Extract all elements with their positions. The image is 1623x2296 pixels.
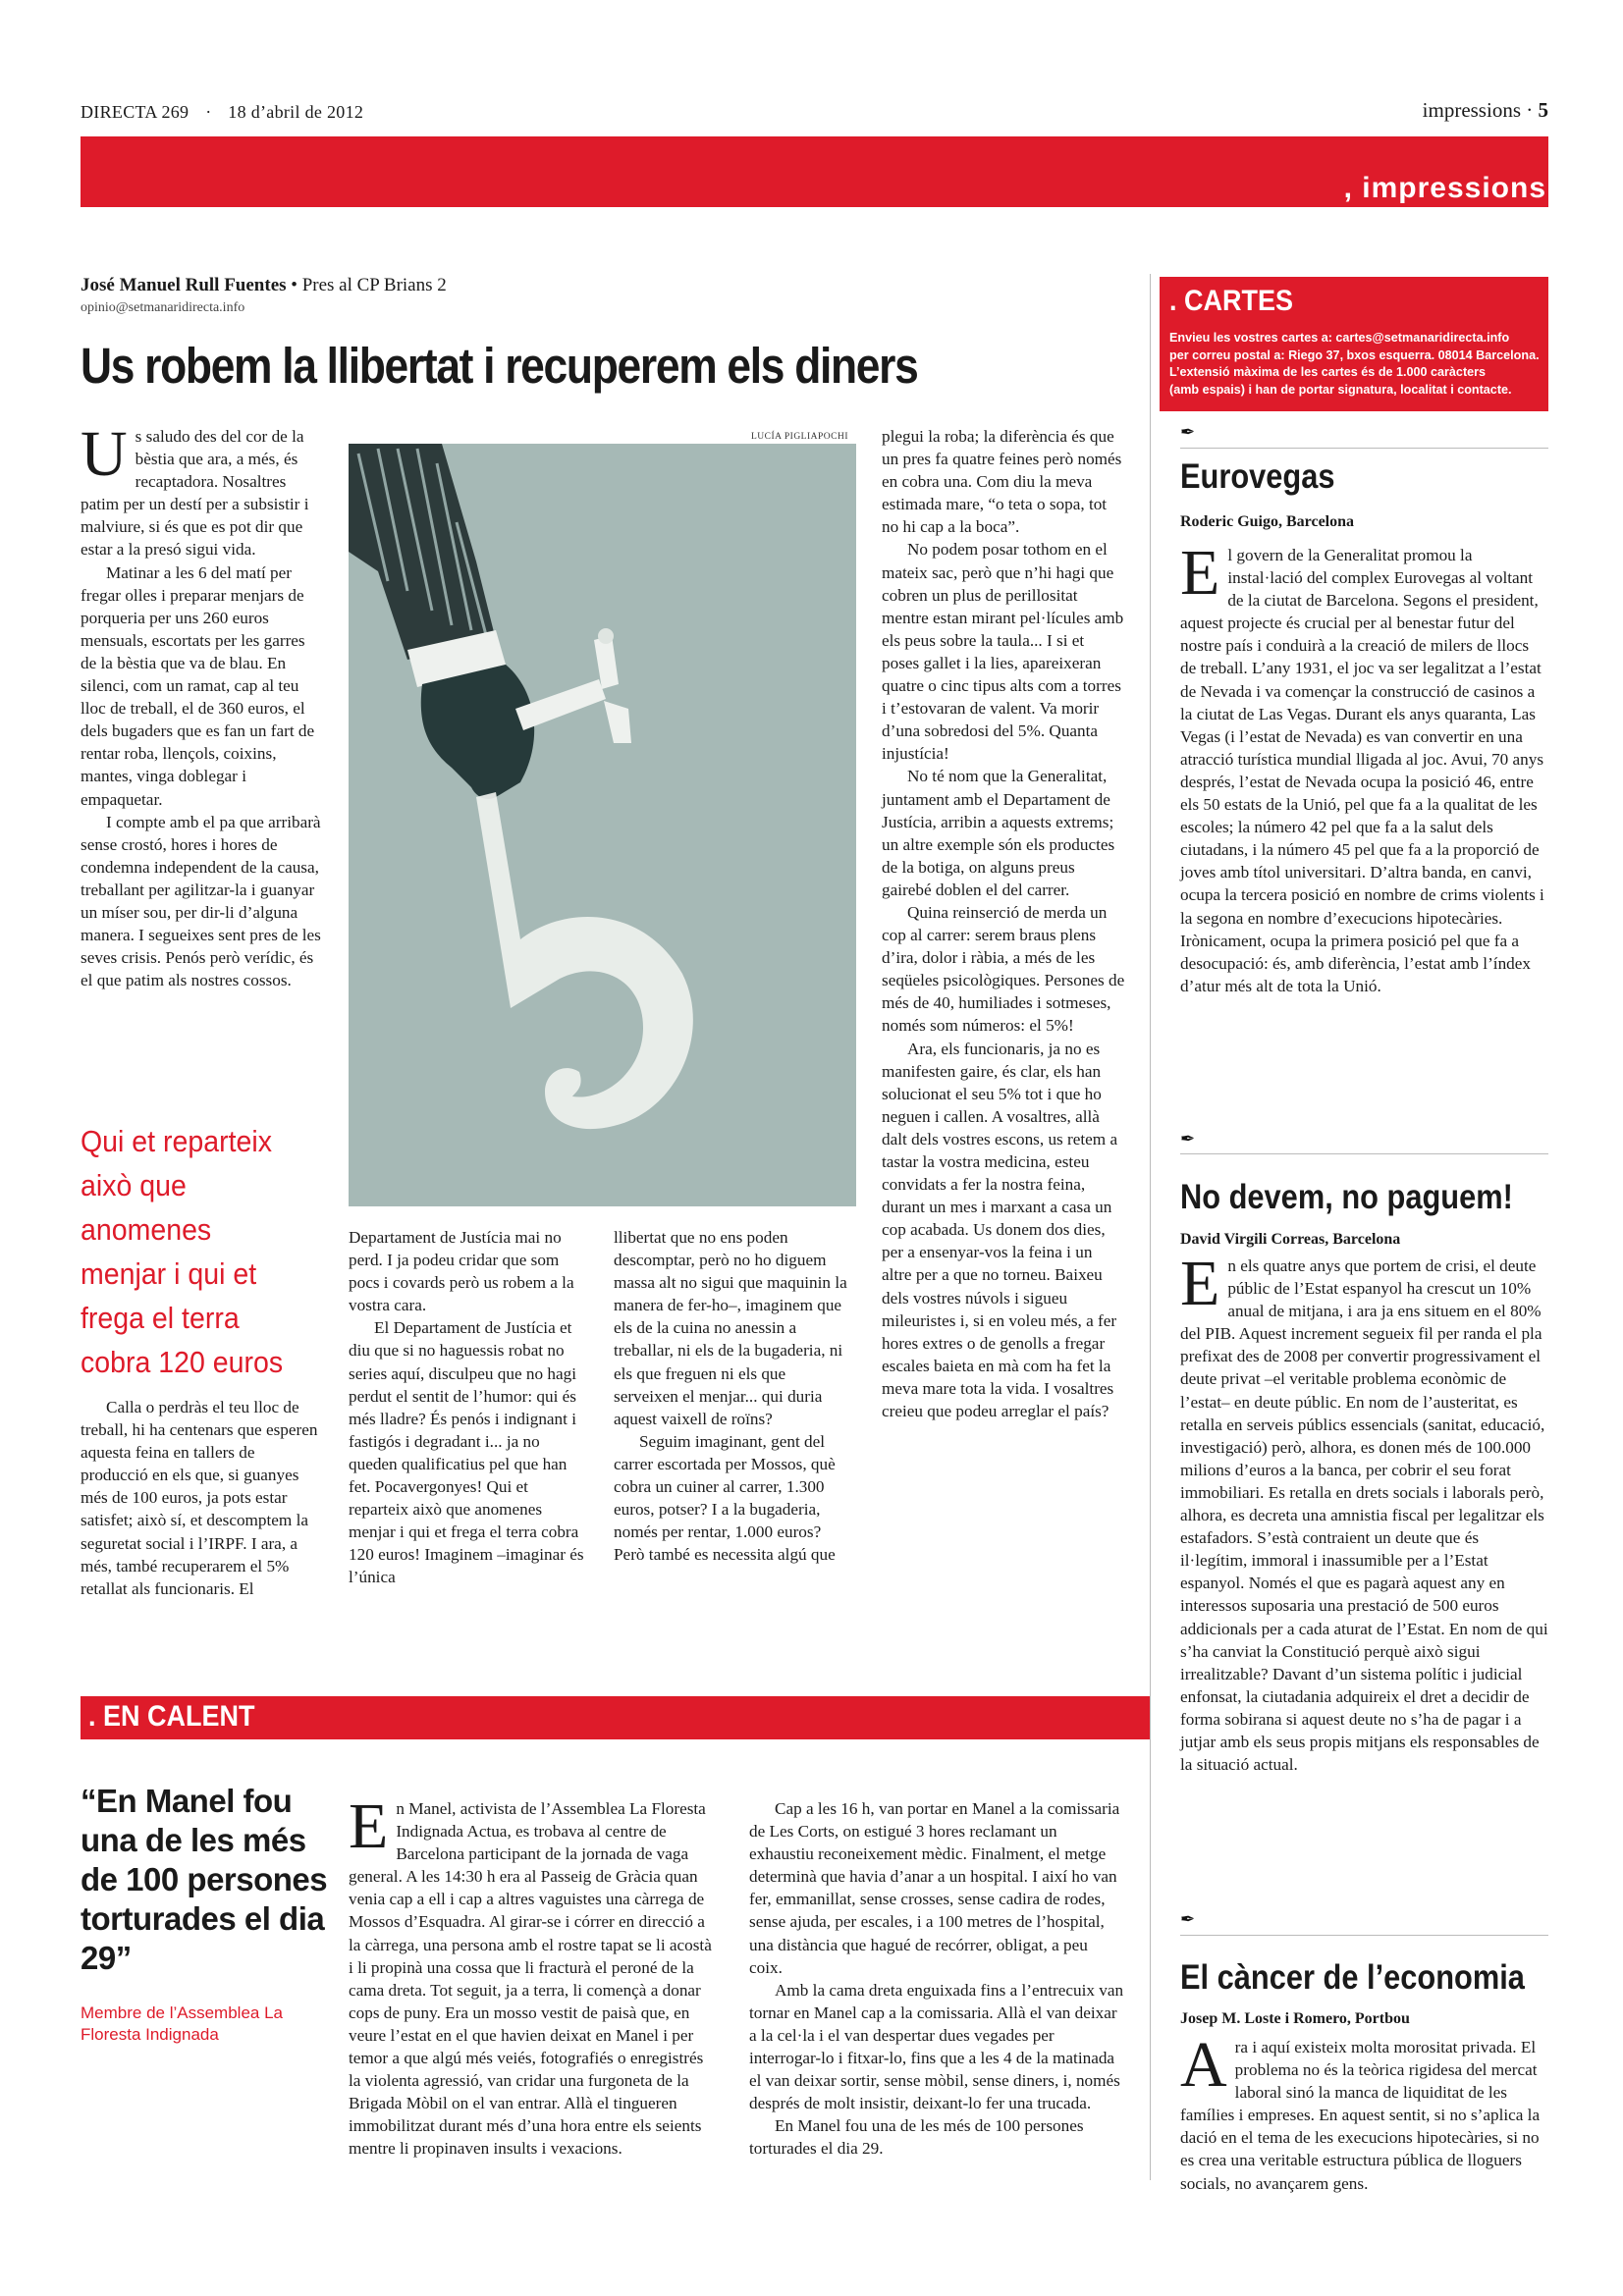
article-paragraph: Seguim imaginant, gent del carrer escortada per Mossos, què cobra un cuiner al carrer, 1.300 euros, potser? I a la bugaderia, només per rentar, 1.000 euros? Però també es necessita algú que — [614, 1431, 836, 1565]
article-column-1 — [81, 418, 324, 991]
article-dropcap: U — [81, 418, 128, 490]
en-calent-title: . EN CALENT — [88, 1700, 255, 1733]
en-calent-paragraph: n Manel, activista de l’Assemblea La Floresta Indignada Actua, es trobava al centre de Barcelona participant de la jornada de vaga general. A les 14:30 h era al Passeig de Gràcia quan venia cap a ell i cap a altres vaguistes una càrrega de Mossos d’Esquadra. Al girar-se i córrer en direcció a la càrrega, una persona amb el rostre tapat se li acostà i li propinà una cossa que li fracturà el peroné de la cama dreta. Tot seguit, ja a terra, li començà a donar cops de puny. Era un mosso vestit de paisà que, en veure l’estat en el que havien deixat en Manel i per temor a que algú més veiés, fotografiés o enregistrés la violenta agressió, van cridar una furgoneta de la Brigada Mòbil on el van entrar. Allà el tingueren immobilitzat durant més d’una hora entre els seients mentre li propinaven insults i vexacions. — [349, 1799, 712, 2159]
issue-label: DIRECTA 269 — [81, 102, 189, 122]
en-calent-dropcap: E — [349, 1790, 389, 1862]
article-paragraph: plegui la roba; la diferència és que un pres fa quatre feines però només en cobra una. Com diu la meva estimada mare, “o teta o sopa, tot no hi cap a la boca”. — [882, 427, 1122, 537]
page-separator: · — [1526, 98, 1534, 122]
article-paragraph: El Departament de Justícia et diu que si no haguessis robat no series aquí, disculpeu que no hagi perdut el sentit de l’humor: qui és més lladre? És penós i indignant i fastigós i degradant i... ja no queden qualificatius pel que han fet. Pocavergonyes! Qui et reparteix això que anomenes menjar i qui et frega el terra cobra 120 euros! Imaginem –imaginar és l’única — [349, 1318, 584, 1587]
article-column-3 — [614, 1226, 854, 1566]
pen-icon: ✒ — [1180, 422, 1196, 443]
illustration — [349, 444, 856, 1206]
letter-title: El càncer de l’economia — [1180, 1958, 1525, 1997]
letter-title: Eurovegas — [1180, 457, 1335, 496]
article-paragraph: I compte amb el pa que arribarà sense crostó, hores i hores de condemna independent de la causa, treballant per agilitzar-la i guanyar un míser sou, per dir-li d’alguna manera. I segueixes sent pres de les seves crisis. Penós però verídic, és el que patim als nostres cossos. — [81, 812, 321, 990]
article-paragraph: Quina reinserció de merda un cop al carrer: serem braus plens d’ira, dolor i ràbia, a més de les seqüeles psicològiques. Persones de més de 40, humiliades i sotmeses, només som números: el 5%! — [882, 902, 1125, 1036]
en-calent-paragraph: Amb la cama dreta enguixada fins a l’entrecuix van tornar en Manel cap a la comissaria. Allà el van deixar a la cel·la i el van despertar dues vegades per interrogar-lo i fitxar-lo, fins que a les 4 de la matinada el van deixar sortir, sense mòbil, sense diners, i, només després de molt insistir, deixant-lo fer una trucada. — [749, 1980, 1124, 2113]
en-calent-banner — [81, 1696, 1150, 1739]
section-label: impressions — [1422, 98, 1521, 122]
en-calent-column-2 — [749, 1797, 1124, 2161]
article-column-4 — [882, 425, 1125, 1422]
article-column-2 — [349, 1226, 584, 1589]
letter-author: Roderic Guigo, Barcelona — [1180, 513, 1355, 530]
cartes-box — [1160, 277, 1548, 411]
article-paragraph: No podem posar tothom en el mateix sac, però que n’hi hagi que cobren un plus de perillositat mentre estan mirant pel·lícules amb els peus sobre la taula... I si et poses gallet i la lies, apareixeran quatre o cinc tipus alts com a torres i t’estovaran de valent. Va morir d’una sobredosi del 5%. Quanta injustícia! — [882, 540, 1124, 764]
en-calent-attribution: Membre de l’Assemblea La Floresta Indignada — [81, 2003, 283, 2044]
en-calent-column-1 — [349, 1790, 712, 2161]
hand — [421, 665, 534, 799]
column-divider — [1150, 274, 1151, 2180]
article-paragraph: Calla o perdràs el teu lloc de treball, hi ha centenars que esperen aquesta feina en tallers de producció en els que, si guanyes més de 100 euros, ja pots estar satisfet; això sí, et descomptem la seguretat social i l’IRPF. I ara, a més, també recuperarem el 5% retallat als funcionaris. El — [81, 1398, 318, 1598]
cartes-info-line: L’extensió màxima de les cartes és de 1.000 caràcters — [1169, 365, 1487, 380]
header-issue-date — [81, 102, 363, 123]
page-number: 5 — [1538, 98, 1548, 122]
article-paragraph: Ara, els funcionaris, ja no es manifesten gaire, és clar, els han solucionat el seu 5% tot i que ho neguen i callen. A vosaltres, allà dalt dels vostres escons, us retem a tastar la vostra medicina, esteu convidats a fer la nostra feina, durant un mes i marxant a casa un cop acabada. Us donem dos dies, per a ensenyar-vos la feina i un altre per a que no torneu. Baixeu dels vostres núvols i sigueu mileuristes i, si en voleu més, a fer hores extres o de genolls a fregar escales baieta en mà com ha fet la meva mare tota la vida. I vosaltres creieu que podeu arreglar el país? — [882, 1039, 1118, 1421]
letter-separator — [1180, 448, 1548, 449]
en-calent-paragraph: Cap a les 16 h, van portar en Manel a la comissaria de Les Corts, on estigué 3 hores reclamant un exhaustiu reconeixement mèdic. Finalment, el metge determinà que havia d’anar a un hospital. I així ho van fer, emmanillat, sense crosses, sense cadira de rodes, sense ajuda, per escales, i a 100 metres de l’hospital, una distància que hagué de recórrer, obligat, a peu coix. — [749, 1799, 1120, 1977]
letter-text: ra i aquí existeix molta morositat privada. El problema no és la teòrica rigidesa del mercat laboral sinó la manca de liquiditat de les famílies i empreses. En aquest sentit, si no s’aplica la dació en el tema de les execucions hipotecàries, si no es crea una veritable estructura pública de lloguers socials, no avançarem gens. — [1180, 2038, 1541, 2193]
hand-holding-five-illustration — [349, 444, 856, 1206]
article-title: Us robem la llibertat i recuperem els diners — [81, 338, 918, 394]
article-author-role: Pres al CP Brians 2 — [301, 275, 447, 295]
cartes-info-line: per correu postal a: Riego 37, bxos esquerra. 08014 Barcelona. — [1169, 347, 1540, 362]
letter-body — [1180, 537, 1548, 997]
letter-body — [1180, 2029, 1548, 2195]
number-five — [476, 792, 693, 1129]
section-banner — [81, 136, 1548, 207]
letter-separator — [1180, 1153, 1548, 1154]
letter-author: Josep M. Loste i Romero, Portbou — [1180, 2010, 1410, 2027]
cartes-info-line: Envieu les vostres cartes a: cartes@setmanaridirecta.info — [1169, 331, 1510, 345]
article-paragraph: s saludo des del cor de la bèstia que ara, a més, és recaptadora. Nosaltres patim per un destí per a subsistir i malviure, si és que es pot dir que estar a la presó sigui vida. — [81, 427, 309, 560]
article-paragraph: Departament de Justícia mai no perd. I ja podeu cridar que som pocs i covards però us robem a la vostra cara. — [349, 1228, 574, 1315]
letter-separator — [1180, 1935, 1548, 1936]
article-byline — [81, 275, 447, 296]
article-column-1b — [81, 1396, 324, 1600]
header-section — [1423, 98, 1548, 123]
letter-author: David Virgili Correas, Barcelona — [1180, 1231, 1401, 1248]
cartes-title: . CARTES — [1169, 285, 1294, 317]
article-email: opinio@setmanaridirecta.info — [81, 300, 245, 315]
article-paragraph: llibertat que no ens poden descomptar, però no ho diguem massa alt no sigui que maquinin la manera de fer-ho–, imaginem que els de la cuina no anessin a treballar, ni els de la bugaderia, ni els que freguen ni els que serveixen el menjar... qui duria aquest vaixell de roïns? — [614, 1228, 847, 1428]
en-calent-quote: “En Manel fou una de les més de 100 persones torturades el dia 29” — [81, 1783, 328, 1976]
tiny-figure — [515, 628, 631, 743]
letter-body — [1180, 1248, 1548, 1776]
issue-date: 18 d’abril de 2012 — [228, 102, 364, 122]
byline-separator: • — [291, 275, 298, 295]
article-paragraph: No té nom que la Generalitat, juntament amb el Departament de Justícia, arribin a aquests extrems; un altre exemple són els productes de la botiga, on alguns preus gairebé doblen el del carrer. — [882, 767, 1115, 899]
sweater-sleeve — [349, 444, 496, 660]
letter-title: No devem, no paguem! — [1180, 1178, 1513, 1216]
section-banner-label: , impressions — [1343, 172, 1546, 204]
letter-dropcap: E — [1180, 1248, 1220, 1319]
letter-text: n els quatre anys que portem de crisi, el deute públic de l’Estat espanyol ha crescut un 10% anual de mitjana, i ara ja ens situem en el 80% del PIB. Aquest increment segueix fil per randa el pla prefixat des de 2008 per convertir progressivament el deute privat –el veritable problema econòmic de l’estat– en deute públic. En nom de l’austeritat, es retalla en serveis públics essencials (sanitat, educació, investigació) però, alhora, es donen més de 100.000 milions d’euros a la banca, per cobrir el seu forat immobiliari. Es retalla en drets socials i laborals però, alhora, es decreta una amnistia fiscal per legalitzar els estafadors. S’està contraient un deute que és il·legítim, immoral i inassumible per a l’Estat espanyol. Només el que es pagarà aquest any en interessos suposaria una prestació de 500 euros addicionals per a cada aturat de l’Estat. En nom de qui s’ha canviat la Constitució perquè això sigui irrealitzable? Davant d’un sistema polític i judicial enfonsat, la ciutadania adquireix el dret a decidir de forma sobirana si aquest deute no s’ha de pagar i a jutjar amb els seus propis mitjans els responsables de la situació actual. — [1180, 1256, 1548, 1775]
article-pullquote: Qui et reparteix això que anomenes menjar i qui et frega el terra cobra 120 euros — [81, 1124, 284, 1379]
pen-icon: ✒ — [1180, 1909, 1196, 1930]
issue-separator: · — [205, 102, 212, 122]
letter-dropcap: A — [1180, 2029, 1227, 2101]
article-paragraph: Matinar a les 6 del matí per fregar olles i preparar menjars de porqueria per uns 260 euros mensuals, escortats per les garres de la bèstia que va de blau. En silenci, com un ramat, cap al teu lloc de treball, el de 360 euros, el dels bugaders que es fan un fart de rentar roba, llençols, coixins, mantes, vinga doblegar i empaquetar. — [81, 562, 315, 809]
article-author: José Manuel Rull Fuentes — [81, 275, 287, 295]
cartes-info-line: (amb espais) i han de portar signatura, localitat i contacte. — [1169, 382, 1512, 397]
cartes-info — [1169, 330, 1540, 399]
en-calent-paragraph: En Manel fou una de les més de 100 persones torturades el dia 29. — [749, 2116, 1084, 2159]
letter-dropcap: E — [1180, 537, 1220, 609]
illustration-credit: LUCÍA PIGLIAPOCHI — [751, 432, 849, 442]
pen-icon: ✒ — [1180, 1129, 1196, 1149]
letter-text: l govern de la Generalitat promou la instal·lació del complex Eurovegas al voltant de la ciutat de Barcelona. Segons el president, aquest projecte és crucial per al benestar futur del nostre país i conduirà a la creació de milers de llocs de treball. L’any 1931, el joc va ser legalitzat a l’estat de Nevada i va començar la construcció de casinos a la ciutat de Las Vegas. Durant els anys quaranta, Las Vegas (i l’estat de Nevada) es van convertir en una atracció turística mundial lligada al joc. Avui, 70 anys després, l’estat de Nevada ocupa la posició 46, entre els 50 estats de la Unió, pel que fa a la qualitat de les escoles; la número 42 pel que fa a la salut dels ciutadans, i la número 45 pel que fa a la proporció de joves amb títol universitari. D’altra banda, en canvi, ocupa la tercera posició en nombre de crims violents i la segona en nombre d’execucions hipotecàries. Irònicament, ocupa la primera posició pel que fa a desocupació: és, amb diferència, l’estat amb l’índex d’atur més alt de tota la Unió. — [1180, 546, 1544, 995]
